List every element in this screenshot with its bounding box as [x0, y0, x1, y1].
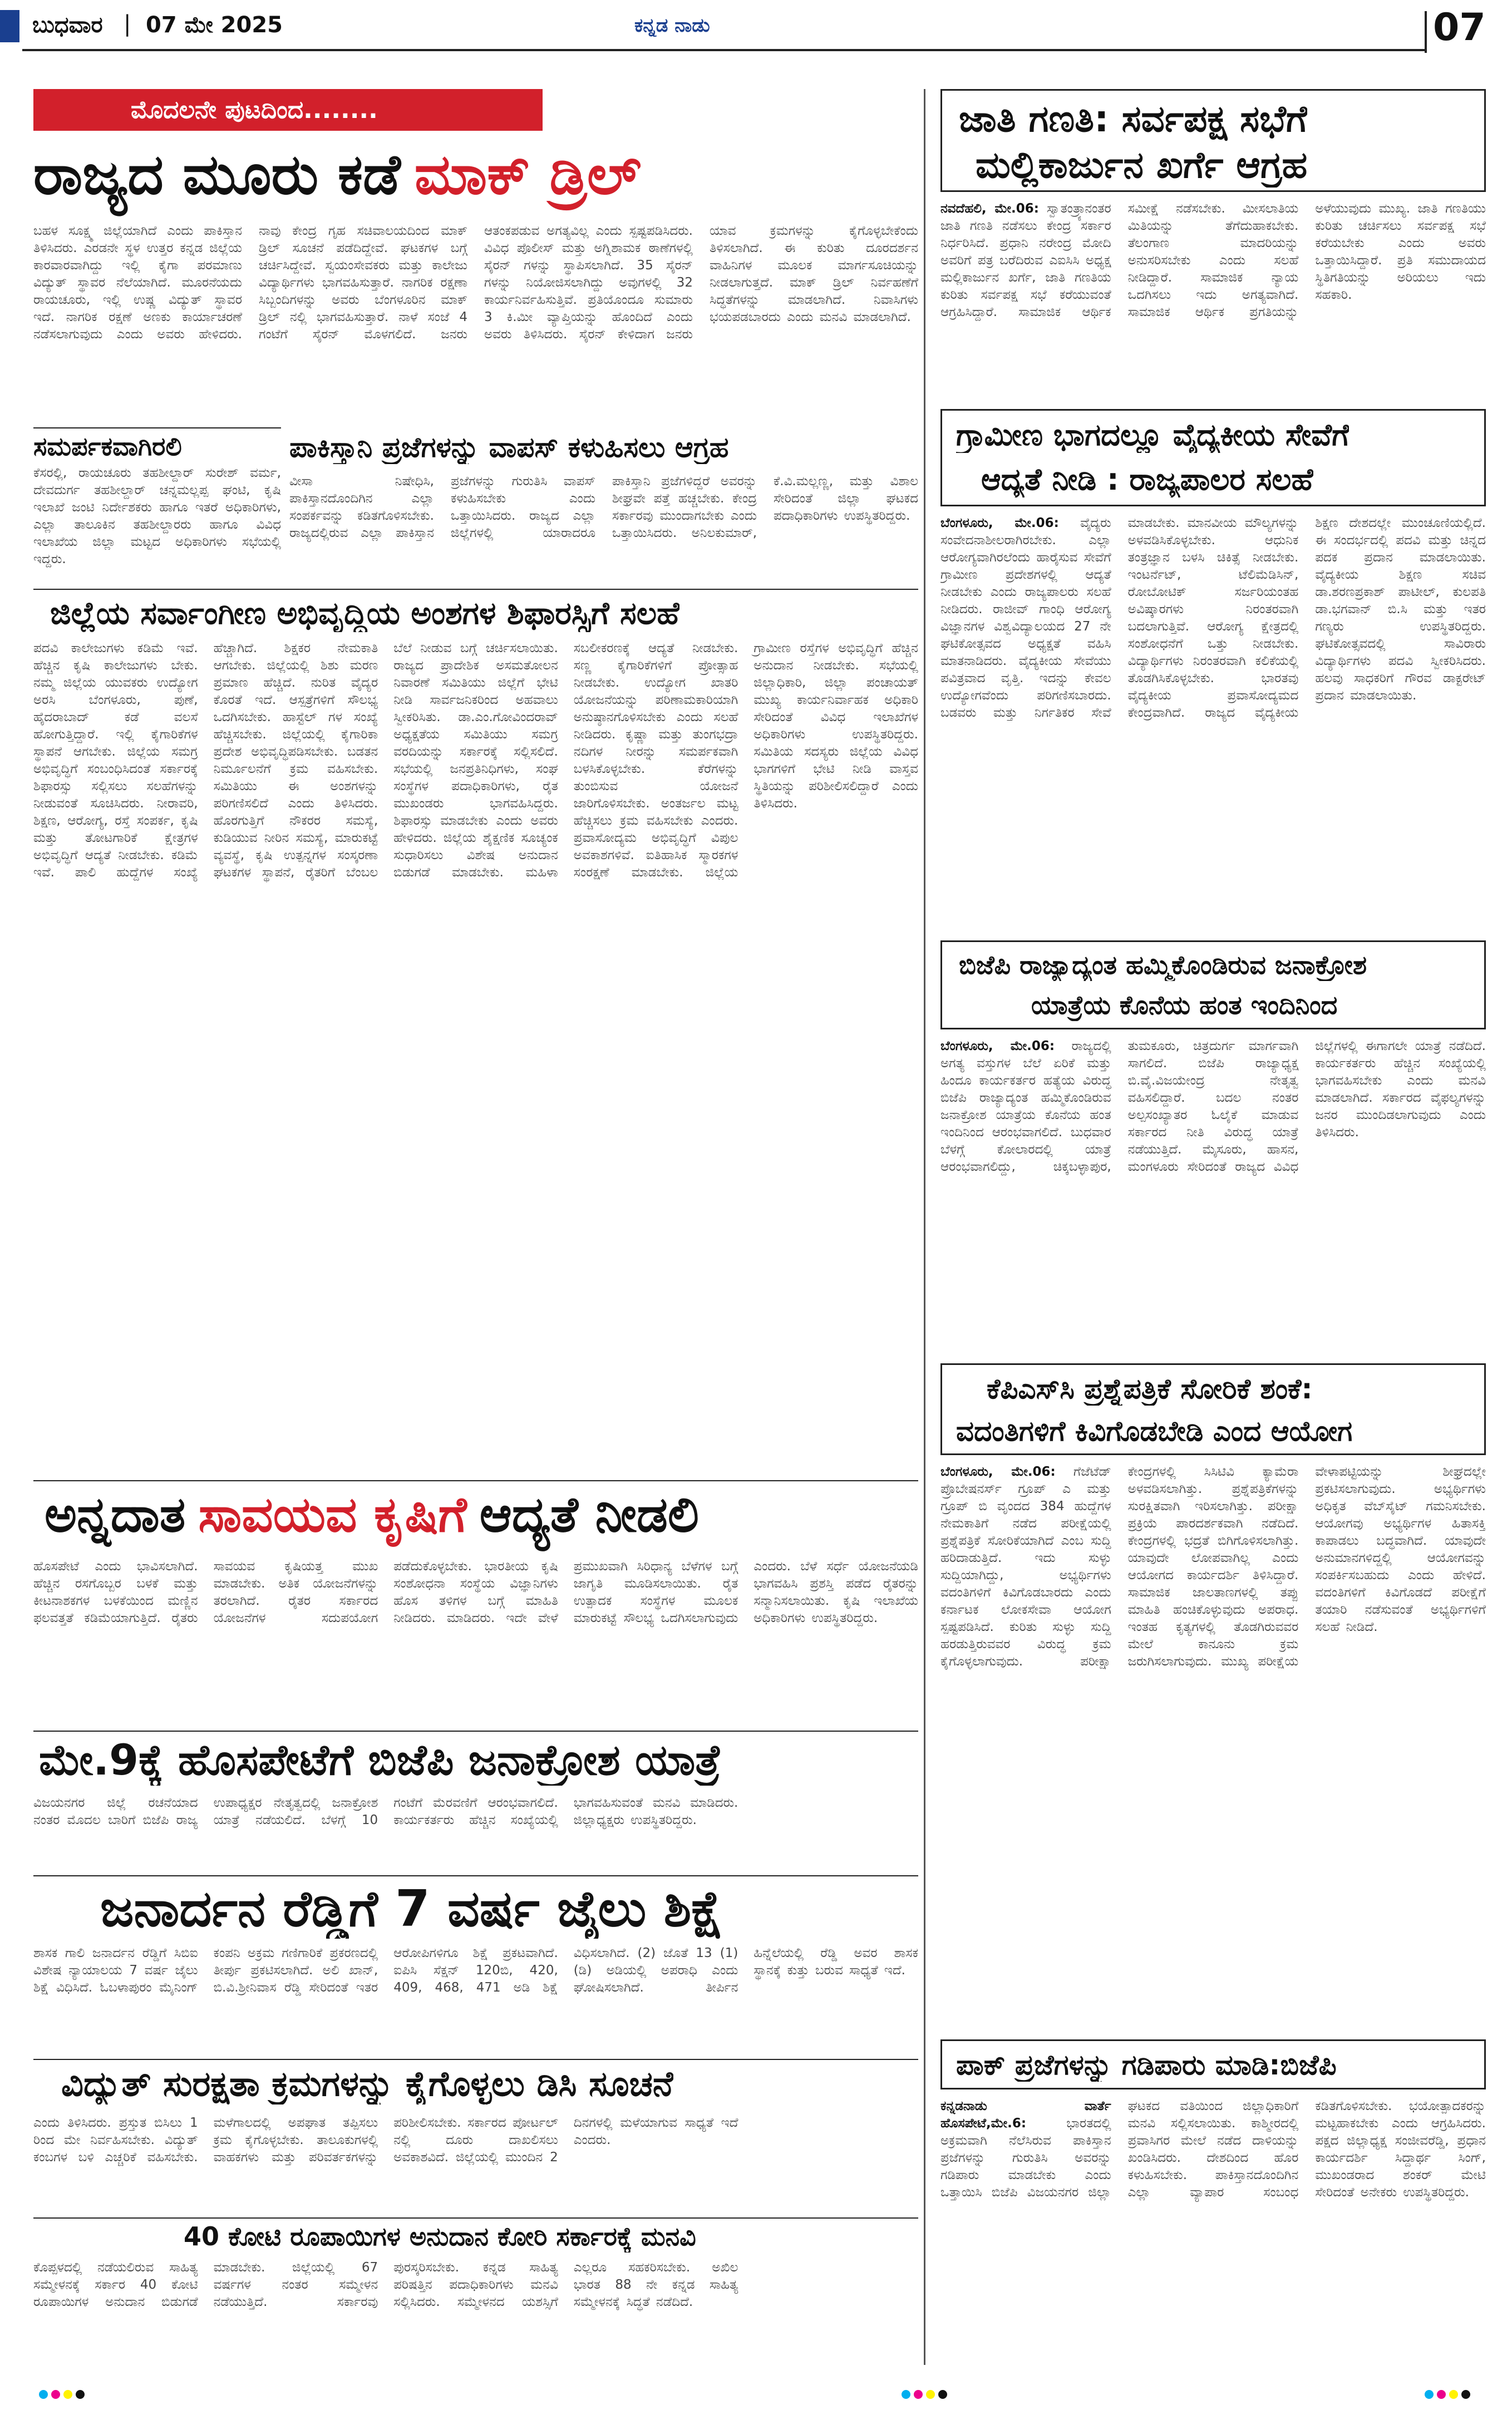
organic-body: ಹೊಸಪೇಟೆ ಎಂದು ಭಾವಿಸಲಾಗಿದೆ. ಹೆಚ್ಚಿನ ರಸಗೊಬ್ಬರ ಬಳಕೆ ಮತ್ತು ಕೀಟನಾಶಕಗಳ ಬಳಕೆಯಿಂದ ಮಣ್ಣಿನ ಫಲವತ್ತತೆ ಕಡಿಮೆಯಾಗುತ್ತಿದೆ. ರೈತರು ಸಾವಯವ ಕೃಷಿಯತ್ತ ಮುಖ ಮಾಡಬೇಕು. ಅತಿಕ ಯೋಜನೆಗಳನ್ನು ತರಲಾಗಿದೆ. ರೈತರ ಸರ್ಕಾರದ ಯೋಜನೆಗಳ ಸದುಪಯೋಗ ಪಡೆದುಕೊಳ್ಳಬೇಕು. ಭಾರತೀಯ ಕೃಷಿ ಸಂಶೋಧನಾ ಸಂಸ್ಥೆಯ ವಿಜ್ಞಾನಿಗಳು ಹೊಸ ತಳಿಗಳ ಬಗ್ಗೆ ಮಾಹಿತಿ ನೀಡಿದರು. ಮಾಡಿದರು. ಇದೇ ವೇಳೆ ಪ್ರಮುಖವಾಗಿ ಸಿರಿಧಾನ್ಯ ಬೆಳೆಗಳ ಬಗ್ಗೆ ಜಾಗೃತಿ ಮೂಡಿಸಲಾಯಿತು. ರೈತ ಉತ್ಪಾದಕ ಸಂಸ್ಥೆಗಳ ಮೂಲಕ ಮಾರುಕಟ್ಟೆ ಸೌಲಭ್ಯ ಒದಗಿಸಲಾಗುವುದು ಎಂದರು. ಬೆಳೆ ಸರ್ಧೆ ಯೋಜನೆಯಡಿ ಭಾಗವಹಿಸಿ ಪ್ರಶಸ್ತಿ ಪಡೆದ ರೈತರನ್ನು ಸನ್ಮಾನಿಸಲಾಯಿತು. ಕೃಷಿ ಇಲಾಖೆಯ ಅಧಿಕಾರಿಗಳು ಉಪಸ್ಥಿತರಿದ್ದರು.	[33, 1559, 918, 1625]
district-dev-body: ಪದವಿ ಕಾಲೇಜುಗಳು ಕಡಿಮೆ ಇವೆ. ಹೆಚ್ಚಿನ ಕೃಷಿ ಕಾಲೇಜುಗಳು ಬೇಕು. ನಮ್ಮ ಜಿಲ್ಲೆಯ ಯುವಕರು ಉದ್ಯೋಗ ಅರಸಿ ಬೆಂಗಳೂರು, ಪುಣೆ, ಹೈದರಾಬಾದ್ ಕಡೆ ವಲಸೆ ಹೋಗುತ್ತಿದ್ದಾರೆ. ಇಲ್ಲಿ ಕೈಗಾರಿಕೆಗಳ ಸ್ಥಾಪನೆ ಆಗಬೇಕು. ಜಿಲ್ಲೆಯ ಸಮಗ್ರ ಅಭಿವೃದ್ಧಿಗೆ ಸಂಬಂಧಿಸಿದಂತೆ ಸರ್ಕಾರಕ್ಕೆ ಶಿಫಾರಸ್ಸು ಸಲ್ಲಿಸಲು ಸಲಹೆಗಳನ್ನು ನೀಡುವಂತೆ ಸೂಚಿಸಿದರು. ನೀರಾವರಿ, ಶಿಕ್ಷಣ, ಆರೋಗ್ಯ, ರಸ್ತೆ ಸಂಪರ್ಕ, ಕೃಷಿ ಮತ್ತು ತೋಟಗಾರಿಕೆ ಕ್ಷೇತ್ರಗಳ ಅಭಿವೃದ್ಧಿಗೆ ಆದ್ಯತೆ ನೀಡಬೇಕು. ಕಡಿಮೆ ಇವೆ. ಪಾಲಿ ಹುದ್ದೆಗಳ ಸಂಖ್ಯೆ ಹೆಚ್ಚಾಗಿದೆ. ಶಿಕ್ಷಕರ ನೇಮಕಾತಿ ಆಗಬೇಕು. ಜಿಲ್ಲೆಯಲ್ಲಿ ಶಿಶು ಮರಣ ಪ್ರಮಾಣ ಹೆಚ್ಚಿದೆ. ನುರಿತ ವೈದ್ಯರ ಕೊರತೆ ಇದೆ. ಆಸ್ಪತ್ರೆಗಳಿಗೆ ಸೌಲಭ್ಯ ಒದಗಿಸಬೇಕು. ಹಾಸ್ಟೆಲ್ ಗಳ ಸಂಖ್ಯೆ ಹೆಚ್ಚಿಸಬೇಕು. ಜಿಲ್ಲೆಯಲ್ಲಿ ಕೈಗಾರಿಕಾ ಪ್ರದೇಶ ಅಭಿವೃದ್ಧಿಪಡಿಸಬೇಕು. ಬಡತನ ನಿರ್ಮೂಲನೆಗೆ ಕ್ರಮ ವಹಿಸಬೇಕು. ಸಮಿತಿಯು ಈ ಅಂಶಗಳನ್ನು ಪರಿಗಣಿಸಲಿದೆ ಎಂದು ತಿಳಿಸಿದರು. ಹೊರಗುತ್ತಿಗೆ ನೌಕರರ ಸಮಸ್ಯೆ, ಕುಡಿಯುವ ನೀರಿನ ಸಮಸ್ಯೆ, ಮಾರುಕಟ್ಟೆ ವ್ಯವಸ್ಥೆ, ಕೃಷಿ ಉತ್ಪನ್ನಗಳ ಸಂಸ್ಕರಣಾ ಘಟಕಗಳ ಸ್ಥಾಪನೆ, ರೈತರಿಗೆ ಬೆಂಬಲ ಬೆಲೆ ನೀಡುವ ಬಗ್ಗೆ ಚರ್ಚಿಸಲಾಯಿತು. ರಾಜ್ಯದ ಪ್ರಾದೇಶಿಕ ಅಸಮತೋಲನ ನಿವಾರಣೆ ಸಮಿತಿಯು ಜಿಲ್ಲೆಗೆ ಭೇಟಿ ನೀಡಿ ಸಾರ್ವಜನಿಕರಿಂದ ಅಹವಾಲು ಸ್ವೀಕರಿಸಿತು. ಡಾ.ಎಂ.ಗೋವಿಂದರಾವ್ ಅಧ್ಯಕ್ಷತೆಯ ಸಮಿತಿಯು ಸಮಗ್ರ ವರದಿಯನ್ನು ಸರ್ಕಾರಕ್ಕೆ ಸಲ್ಲಿಸಲಿದೆ. ಸಭೆಯಲ್ಲಿ ಜನಪ್ರತಿನಿಧಿಗಳು, ಸಂಘ ಸಂಸ್ಥೆಗಳ ಪದಾಧಿಕಾರಿಗಳು, ರೈತ ಮುಖಂಡರು ಭಾಗವಹಿಸಿದ್ದರು. ಶಿಫಾರಸ್ಸು ಮಾಡಬೇಕು ಎಂದು ಅವರು ಹೇಳಿದರು. ಜಿಲ್ಲೆಯ ಶೈಕ್ಷಣಿಕ ಸೂಚ್ಯಂಕ ಸುಧಾರಿಸಲು ವಿಶೇಷ ಅನುದಾನ ಬಿಡುಗಡೆ ಮಾಡಬೇಕು. ಮಹಿಳಾ ಸಬಲೀಕರಣಕ್ಕೆ ಆದ್ಯತೆ ನೀಡಬೇಕು. ಸಣ್ಣ ಕೈಗಾರಿಕೆಗಳಿಗೆ ಪ್ರೋತ್ಸಾಹ ನೀಡಬೇಕು. ಉದ್ಯೋಗ ಖಾತರಿ ಯೋಜನೆಯನ್ನು ಪರಿಣಾಮಕಾರಿಯಾಗಿ ಅನುಷ್ಠಾನಗೊಳಿಸಬೇಕು ಎಂದು ಸಲಹೆ ನೀಡಿದರು. ಕೃಷ್ಣಾ ಮತ್ತು ತುಂಗಭದ್ರಾ ನದಿಗಳ ನೀರನ್ನು ಸಮರ್ಪಕವಾಗಿ ಬಳಸಿಕೊಳ್ಳಬೇಕು. ಕೆರೆಗಳನ್ನು ತುಂಬಿಸುವ ಯೋಜನೆ ಜಾರಿಗೊಳಿಸಬೇಕು. ಅಂತರ್ಜಲ ಮಟ್ಟ ಹೆಚ್ಚಿಸಲು ಕ್ರಮ ವಹಿಸಬೇಕು ಎಂದರು. ಪ್ರವಾಸೋದ್ಯಮ ಅಭಿವೃದ್ಧಿಗೆ ವಿಪುಲ ಅವಕಾಶಗಳಿವೆ. ಐತಿಹಾಸಿಕ ಸ್ಮಾರಕಗಳ ಸಂರಕ್ಷಣೆ ಮಾಡಬೇಕು. ಜಿಲ್ಲೆಯ ಗ್ರಾಮೀಣ ರಸ್ತೆಗಳ ಅಭಿವೃದ್ಧಿಗೆ ಹೆಚ್ಚಿನ ಅನುದಾನ ನೀಡಬೇಕು. ಸಭೆಯಲ್ಲಿ ಜಿಲ್ಲಾಧಿಕಾರಿ, ಜಿಲ್ಲಾ ಪಂಚಾಯತ್ ಮುಖ್ಯ ಕಾರ್ಯನಿರ್ವಾಹಕ ಅಧಿಕಾರಿ ಸೇರಿದಂತೆ ವಿವಿಧ ಇಲಾಖೆಗಳ ಅಧಿಕಾರಿಗಳು ಉಪಸ್ಥಿತರಿದ್ದರು. ಸಮಿತಿಯ ಸದಸ್ಯರು ಜಿಲ್ಲೆಯ ವಿವಿಧ ಭಾಗಗಳಿಗೆ ಭೇಟಿ ನೀಡಿ ವಾಸ್ತವ ಸ್ಥಿತಿಯನ್ನು ಪರಿಶೀಲಿಸಲಿದ್ದಾರೆ ಎಂದು ತಿಳಿಸಿದರು.	[33, 641, 918, 880]
rail-divider	[924, 89, 925, 2365]
bjp-yatra-headline-box	[940, 940, 1486, 1029]
page-number: 07	[1433, 6, 1486, 50]
organic-top-rule	[33, 1480, 918, 1481]
mock-drill-headline	[33, 142, 918, 217]
electric-top-rule	[33, 2059, 918, 2060]
pak-bjp-headline-box	[940, 2039, 1486, 2089]
hosapete-top-rule	[33, 1731, 918, 1732]
organic-headline-red: ಸಾವಯವ ಕೃಷಿಗೆ	[198, 1486, 467, 1543]
grant-headline: 40 ಕೋಟಿ ರೂಪಾಯಿಗಳ ಅನುದಾನ ಕೋರಿ ಸರ್ಕಾರಕ್ಕೆ ಮನವಿ	[184, 2221, 696, 2251]
header-rule	[22, 49, 1425, 51]
kpsc-dateline: ಬೆಂಗಳೂರು, ಮೇ.06:	[940, 1465, 1056, 1479]
samarpaka-body: ಕೆಸರಲ್ಲಿ, ರಾಯಚೂರು ತಹಶೀಲ್ದಾರ್ ಸುರೇಶ್ ವರ್ಮ, ದೇವದುರ್ಗ ತಹಶೀಲ್ದಾರ್ ಚನ್ನಮಲ್ಲಪ್ಪ ಘಂಟಿ, ಕೃಷಿ ಇಲಾಖೆ ಜಂಟಿ ನಿರ್ದೇಶಕರು ಹಾಗೂ ಇತರೆ ಅಧಿಕಾರಿಗಳು, ಎಲ್ಲಾ ತಾಲೂಕಿನ ತಹಶೀಲ್ದಾರರು ಹಾಗೂ ವಿವಿಧ ಇಲಾಖೆಯ ಜಿಲ್ಲಾ ಮಟ್ಟದ ಅಧಿಕಾರಿಗಳು ಸಭೆಯಲ್ಲಿ ಇದ್ದರು.	[33, 466, 281, 566]
header-separator: |	[124, 11, 131, 37]
electric-body: ಎಂದು ತಿಳಿಸಿದರು. ಪ್ರಸ್ತುತ ಬಿಸಿಲು 1 ರಿಂದ ಮೇ ನಿರ್ವಹಿಸಬೇಕು. ವಿದ್ಯುತ್ ಕಂಬಗಳ ಬಳಿ ಎಚ್ಚರಿಕೆ ವಹಿಸಬೇಕು. ಮಳೆಗಾಲದಲ್ಲಿ ಅಪಘಾತ ತಪ್ಪಿಸಲು ಕ್ರಮ ಕೈಗೊಳ್ಳಬೇಕು. ತಾಲೂಕುಗಳಲ್ಲಿ ವಾಹಕಗಳು ಮತ್ತು ಪರಿವರ್ತಕಗಳನ್ನು ಪರಿಶೀಲಿಸಬೇಕು. ಸರ್ಕಾರದ ಪೋರ್ಟಲ್ ನಲ್ಲಿ ದೂರು ದಾಖಲಿಸಲು ಅವಕಾಶವಿದೆ. ಜಿಲ್ಲೆಯಲ್ಲಿ ಮುಂದಿನ 2 ದಿನಗಳಲ್ಲಿ ಮಳೆಯಾಗುವ ಸಾಧ್ಯತೆ ಇದೆ ಎಂದರು.	[33, 2116, 738, 2165]
electric-headline: ವಿದ್ಯುತ್ ಸುರಕ್ಷತಾ ಕ್ರಮಗಳನ್ನು ಕೈಗೊಳ್ಳಲು ಡಿಸಿ ಸೂಚನೆ	[61, 2063, 673, 2104]
page-header	[0, 0, 1512, 53]
caste-dateline: ನವದೆಹಲಿ, ಮೇ.06:	[940, 201, 1039, 216]
caste-headline-line1: ಜಾತಿ ಗಣತಿ: ಸರ್ವಪಕ್ಷ ಸಭೆಗೆ	[959, 97, 1308, 140]
samarpaka-heading: ಸಮರ್ಪಕವಾಗಿರಲಿ	[33, 431, 182, 461]
janardhana-headline: ಜನಾರ್ದನ ರೆಡ್ಡಿಗೆ 7 ವರ್ಷ ಜೈಲು ಶಿಕ್ಷೆ	[100, 1880, 724, 1938]
district-dev-headline: ಜಿಲ್ಲೆಯ ಸರ್ವಾಂಗೀಣ ಅಭಿವೃದ್ಧಿಯ ಅಂಶಗಳ ಶಿಫಾರಸ್ಸಿಗೆ ಸಲಹೆ	[50, 595, 680, 632]
mock-drill-headline-red: ಮಾಕ್ ಡ್ರಿಲ್	[414, 142, 642, 207]
kpsc-headline-line1: ಕೆಪಿಎಸ್‌ಸಿ ಪ್ರಶ್ನೆಪತ್ರಿಕೆ ಸೋರಿಕೆ ಶಂಕೆ:	[987, 1373, 1313, 1405]
pak-return-headline: ಪಾಕಿಸ್ತಾನಿ ಪ್ರಜೆಗಳನ್ನು ವಾಪಸ್ ಕಳುಹಿಸಲು ಆಗ್ರಹ	[289, 431, 729, 464]
bjp-yatra-body: ಬೆಂಗಳೂರು, ಮೇ.06: ರಾಜ್ಯದಲ್ಲಿ ಅಗತ್ಯ ವಸ್ತುಗಳ ಬೆಲೆ ಏರಿಕೆ ಮತ್ತು ಹಿಂದೂ ಕಾರ್ಯಕರ್ತರ ಹತ್ಯೆಯ ವಿರುದ್ಧ ಬಿಜೆಪಿ ರಾಜ್ಯಾದ್ಯಂತ ಹಮ್ಮಿಕೊಂಡಿರುವ ಜನಾಕ್ರೋಶ ಯಾತ್ರೆಯ ಕೊನೆಯ ಹಂತ ಇಂದಿನಿಂದ ಆರಂಭವಾಗಲಿದೆ. ಬುಧವಾರ ಬೆಳಗ್ಗೆ ಕೋಲಾರದಲ್ಲಿ ಯಾತ್ರೆ ಆರಂಭವಾಗಲಿದ್ದು, ಚಿಕ್ಕಬಳ್ಳಾಪುರ, ತುಮಕೂರು, ಚಿತ್ರದುರ್ಗ ಮಾರ್ಗವಾಗಿ ಸಾಗಲಿದೆ. ಬಿಜೆಪಿ ರಾಜ್ಯಾಧ್ಯಕ್ಷ ಬಿ.ವೈ.ವಿಜಯೇಂದ್ರ ನೇತೃತ್ವ ವಹಿಸಲಿದ್ದಾರೆ. ಬದಲ ನಂತರ ಅಲ್ಪಸಂಖ್ಯಾತರ ಓಲೈಕೆ ಮಾಡುವ ಸರ್ಕಾರದ ನೀತಿ ವಿರುದ್ಧ ಯಾತ್ರೆ ನಡೆಯುತ್ತಿದೆ. ಮೈಸೂರು, ಹಾಸನ, ಮಂಗಳೂರು ಸೇರಿದಂತೆ ರಾಜ್ಯದ ವಿವಿಧ ಜಿಲ್ಲೆಗಳಲ್ಲಿ ಈಗಾಗಲೇ ಯಾತ್ರೆ ನಡೆದಿದೆ. ಕಾರ್ಯಕರ್ತರು ಹೆಚ್ಚಿನ ಸಂಖ್ಯೆಯಲ್ಲಿ ಭಾಗವಹಿಸಬೇಕು ಎಂದು ಮನವಿ ಮಾಡಲಾಗಿದೆ. ಸರ್ಕಾರದ ವೈಫಲ್ಯಗಳನ್ನು ಜನರ ಮುಂದಿಡಲಾಗುವುದು ಎಂದು ತಿಳಿಸಿದರು.	[940, 1039, 1486, 1174]
samarpaka-top-rule	[33, 427, 281, 428]
district-top-rule	[33, 589, 918, 590]
rural-headline-box	[940, 409, 1486, 506]
page-number-rule	[1425, 11, 1427, 53]
organic-headline-black-2: ಆದ್ಯತೆ ನೀಡಲಿ	[479, 1486, 699, 1543]
pak-bjp-headline: ಪಾಕ್ ಪ್ರಜೆಗಳನ್ನು ಗಡಿಪಾರು ಮಾಡಿ:ಬಿಜೆಪಿ	[956, 2049, 1337, 2081]
bjp-yatra-dateline: ಬೆಂಗಳೂರು, ಮೇ.06:	[940, 1039, 1055, 1053]
hosapete-headline: ಮೇ.9ಕ್ಕೆ ಹೊಸಪೇಟೆಗೆ ಬಿಜೆಪಿ ಜನಾಕ್ರೋಶ ಯಾತ್ರೆ	[39, 1735, 721, 1785]
rural-headline-line2: ಆದ್ಯತೆ ನೀಡಿ : ರಾಜ್ಯಪಾಲರ ಸಲಹೆ	[981, 462, 1313, 497]
rural-dateline: ಬೆಂಗಳೂರು, ಮೇ.06:	[940, 516, 1059, 530]
bjp-yatra-headline-line2: ಯಾತ್ರೆಯ ಕೊನೆಯ ಹಂತ ಇಂದಿನಿಂದ	[1031, 990, 1338, 1020]
hosapete-body: ವಿಜಯನಗರ ಜಿಲ್ಲೆ ರಚನೆಯಾದ ನಂತರ ಮೊದಲ ಬಾರಿಗೆ ಬಿಜೆಪಿ ರಾಜ್ಯ ಉಪಾಧ್ಯಕ್ಷರ ನೇತೃತ್ವದಲ್ಲಿ ಜನಾಕ್ರೋಶ ಯಾತ್ರೆ ನಡೆಯಲಿದೆ. ಬೆಳಗ್ಗೆ 10 ಗಂಟೆಗೆ ಮೆರವಣಿಗೆ ಆರಂಭವಾಗಲಿದೆ. ಕಾರ್ಯಕರ್ತರು ಹೆಚ್ಚಿನ ಸಂಖ್ಯೆಯಲ್ಲಿ ಭಾಗವಹಿಸುವಂತೆ ಮನವಿ ಮಾಡಿದರು. ಜಿಲ್ಲಾಧ್ಯಕ್ಷರು ಉಪಸ್ಥಿತರಿದ್ದರು.	[33, 1796, 738, 1827]
caste-body: ನವದೆಹಲಿ, ಮೇ.06: ಸ್ವಾತಂತ್ರ್ಯಾನಂತರ ಜಾತಿ ಗಣತಿ ನಡೆಸಲು ಕೇಂದ್ರ ಸರ್ಕಾರ ನಿರ್ಧರಿಸಿದೆ. ಪ್ರಧಾನಿ ನರೇಂದ್ರ ಮೋದಿ ಅವರಿಗೆ ಪತ್ರ ಬರೆದಿರುವ ಎಐಸಿಸಿ ಅಧ್ಯಕ್ಷ ಮಲ್ಲಿಕಾರ್ಜುನ ಖರ್ಗೆ, ಜಾತಿ ಗಣತಿಯ ಕುರಿತು ಸರ್ವಪಕ್ಷ ಸಭೆ ಕರೆಯುವಂತೆ ಆಗ್ರಹಿಸಿದ್ದಾರೆ. ಸಾಮಾಜಿಕ ಆರ್ಥಿಕ ಸಮೀಕ್ಷೆ ನಡೆಸಬೇಕು. ಮೀಸಲಾತಿಯ ಮಿತಿಯನ್ನು ತೆಗೆದುಹಾಕಬೇಕು. ತೆಲಂಗಾಣ ಮಾದರಿಯನ್ನು ಅನುಸರಿಸಬೇಕು ಎಂದು ಸಲಹೆ ನೀಡಿದ್ದಾರೆ. ಸಾಮಾಜಿಕ ನ್ಯಾಯ ಒದಗಿಸಲು ಇದು ಅಗತ್ಯವಾಗಿದೆ. ಸಾಮಾಜಿಕ ಆರ್ಥಿಕ ಪ್ರಗತಿಯನ್ನು ಅಳೆಯುವುದು ಮುಖ್ಯ. ಜಾತಿ ಗಣತಿಯು ಕುರಿತು ಚರ್ಚಿಸಲು ಸರ್ವಪಕ್ಷ ಸಭೆ ಕರೆಯಬೇಕು ಎಂದು ಅವರು ಒತ್ತಾಯಿಸಿದ್ದಾರೆ. ಪ್ರತಿ ಸಮುದಾಯದ ಸ್ಥಿತಿಗತಿಯನ್ನು ಅರಿಯಲು ಇದು ಸಹಕಾರಿ.	[940, 201, 1486, 319]
header-day: ಬುಧವಾರ	[32, 12, 103, 38]
caste-headline-line2: ಮಲ್ಲಿಕಾರ್ಜುನ ಖರ್ಗೆ ಆಗ್ರಹ	[976, 144, 1308, 186]
grant-top-rule	[33, 2217, 918, 2219]
rural-headline-line1: ಗ್ರಾಮೀಣ ಭಾಗದಲ್ಲೂ ವೈದ್ಯಕೀಯ ಸೇವೆಗೆ	[956, 417, 1350, 452]
pak-return-body: ವೀಸಾ ನಿಷೇಧಿಸಿ, ಪಾಕಿಸ್ತಾನದೊಂದಿಗಿನ ಎಲ್ಲಾ ಸಂಪರ್ಕವನ್ನು ಕಡಿತಗೊಳಿಸಬೇಕು. ರಾಜ್ಯದಲ್ಲಿರುವ ಎಲ್ಲಾ ಪಾಕಿಸ್ತಾನ ಪ್ರಜೆಗಳನ್ನು ಗುರುತಿಸಿ ವಾಪಸ್ ಕಳುಹಿಸಬೇಕು ಎಂದು ಒತ್ತಾಯಿಸಿದರು. ರಾಜ್ಯದ ಎಲ್ಲಾ ಜಿಲ್ಲೆಗಳಲ್ಲಿ ಯಾರಾದರೂ ಪಾಕಿಸ್ತಾನಿ ಪ್ರಜೆಗಳಿದ್ದರೆ ಅವರನ್ನು ಶೀಘ್ರವೇ ಪತ್ತೆ ಹಚ್ಚಬೇಕು. ಕೇಂದ್ರ ಸರ್ಕಾರವು ಮುಂದಾಗಬೇಕು ಎಂದು ಒತ್ತಾಯಿಸಿದರು. ಅನಿಲಕುಮಾರ್, ಕೆ.ವಿ.ಮಲ್ಲಣ್ಣ, ಮತ್ತು ವಿಶಾಲ ಸೇರಿದಂತೆ ಜಿಲ್ಲಾ ಘಟಕದ ಪದಾಧಿಕಾರಿಗಳು ಉಪಸ್ಥಿತರಿದ್ದರು.	[289, 474, 918, 540]
organic-headline	[45, 1486, 913, 1553]
organic-headline-black-1: ಅನ್ನದಾತ	[45, 1486, 186, 1543]
mock-drill-body: ಬಹಳ ಸೂಕ್ಷ್ಮ ಜಿಲ್ಲೆಯಾಗಿದೆ ಎಂದು ಪಾಕಿಸ್ತಾನ ತಿಳಿಸಿದರು. ಎರಡನೇ ಸ್ಥಳ ಉತ್ತರ ಕನ್ನಡ ಜಿಲ್ಲೆಯ ಕಾರವಾರವಾಗಿದ್ದು ಇಲ್ಲಿ ಕೈಗಾ ಪರಮಾಣು ವಿದ್ಯುತ್ ಸ್ಥಾವರ ನೆಲೆಯಾಗಿದೆ. ಮೂರನೆಯದು ರಾಯಚೂರು, ಇಲ್ಲಿ ಉಷ್ಣ ವಿದ್ಯುತ್ ಸ್ಥಾವರ ಇದೆ. ನಾಗರಿಕ ರಕ್ಷಣೆ ಅಣಕು ಕಾರ್ಯಾಚರಣೆ ನಡೆಸಲಾಗುವುದು ಎಂದು ಅವರು ಹೇಳಿದರು. ನಾವು ಕೇಂದ್ರ ಗೃಹ ಸಚಿವಾಲಯದಿಂದ ಮಾಕ್ ಡ್ರಿಲ್ ಸೂಚನೆ ಪಡೆದಿದ್ದೇವೆ. ಘಟಕಗಳ ಬಗ್ಗೆ ಚರ್ಚಿಸಿದ್ದೇವೆ. ಸ್ವಯಂಸೇವಕರು ಮತ್ತು ಕಾಲೇಜು ವಿದ್ಯಾರ್ಥಿಗಳು ಭಾಗವಹಿಸುತ್ತಾರೆ. ನಾಗರಿಕ ರಕ್ಷಣಾ ಸಿಬ್ಬಂದಿಗಳನ್ನು ಅವರು ಬೆಂಗಳೂರಿನ ಮಾಕ್ ಡ್ರಿಲ್ ನಲ್ಲಿ ಭಾಗವಹಿಸುತ್ತಾರೆ. ನಾಳೆ ಸಂಜೆ 4 ಗಂಟೆಗೆ ಸೈರನ್ ಮೊಳಗಲಿದೆ. ಜನರು ಆತಂಕಪಡುವ ಅಗತ್ಯವಿಲ್ಲ ಎಂದು ಸ್ಪಷ್ಟಪಡಿಸಿದರು. ವಿವಿಧ ಪೊಲೀಸ್ ಮತ್ತು ಅಗ್ನಿಶಾಮಕ ಠಾಣೆಗಳಲ್ಲಿ ಸೈರನ್ ಗಳನ್ನು ಸ್ಥಾಪಿಸಲಾಗಿದೆ. 35 ಸೈರನ್ ಗಳನ್ನು ನಿಯೋಜಿಸಲಾಗಿದ್ದು ಅವುಗಳಲ್ಲಿ 32 ಕಾರ್ಯನಿರ್ವಹಿಸುತ್ತಿವೆ. ಪ್ರತಿಯೊಂದೂ ಸುಮಾರು 3 ಕಿ.ಮೀ ವ್ಯಾಪ್ತಿಯನ್ನು ಹೊಂದಿದೆ ಎಂದು ಅವರು ತಿಳಿಸಿದರು. ಸೈರನ್ ಕೇಳಿದಾಗ ಜನರು ಯಾವ ಕ್ರಮಗಳನ್ನು ಕೈಗೊಳ್ಳಬೇಕೆಂದು ತಿಳಿಸಲಾಗಿದೆ. ಈ ಕುರಿತು ದೂರದರ್ಶನ ವಾಹಿನಿಗಳ ಮೂಲಕ ಮಾರ್ಗಸೂಚಿಯನ್ನು ನೀಡಲಾಗುತ್ತದೆ. ಮಾಕ್ ಡ್ರಿಲ್ ನಿರ್ವಹಣೆಗೆ ಸಿದ್ಧತೆಗಳನ್ನು ಮಾಡಲಾಗಿದೆ. ನಿವಾಸಿಗಳು ಭಯಪಡಬಾರದು ಎಂದು ಮನವಿ ಮಾಡಲಾಗಿದೆ.	[33, 224, 918, 342]
pak-bjp-source: ಕನ್ನಡನಾಡು ವಾರ್ತೆ	[940, 2099, 1111, 2113]
header-date: 07 ಮೇ 2025	[146, 12, 283, 38]
pak-bjp-body: ಕನ್ನಡನಾಡು ವಾರ್ತೆ ಹೊಸಪೇಟೆ,ಮೇ.6: ಭಾರತದಲ್ಲಿ ಅಕ್ರಮವಾಗಿ ನೆಲೆಸಿರುವ ಪಾಕಿಸ್ತಾನ ಪ್ರಜೆಗಳನ್ನು ಗುರುತಿಸಿ ಅವರನ್ನು ಗಡಿಪಾರು ಮಾಡಬೇಕು ಎಂದು ಒತ್ತಾಯಿಸಿ ಬಿಜೆಪಿ ವಿಜಯನಗರ ಜಿಲ್ಲಾ ಘಟಕದ ವತಿಯಿಂದ ಜಿಲ್ಲಾಧಿಕಾರಿಗೆ ಮನವಿ ಸಲ್ಲಿಸಲಾಯಿತು. ಕಾಶ್ಮೀರದಲ್ಲಿ ಪ್ರವಾಸಿಗರ ಮೇಲೆ ನಡೆದ ದಾಳಿಯನ್ನು ಖಂಡಿಸಿದರು. ದೇಶದಿಂದ ಹೊರ ಕಳುಹಿಸಬೇಕು. ಪಾಕಿಸ್ತಾನದೊಂದಿಗಿನ ಎಲ್ಲಾ ವ್ಯಾಪಾರ ಸಂಬಂಧ ಕಡಿತಗೊಳಿಸಬೇಕು. ಭಯೋತ್ಪಾದಕರನ್ನು ಮಟ್ಟಹಾಕಬೇಕು ಎಂದು ಆಗ್ರಹಿಸಿದರು. ಪಕ್ಷದ ಜಿಲ್ಲಾಧ್ಯಕ್ಷ ಸಂಜೀವರೆಡ್ಡಿ, ಪ್ರಧಾನ ಕಾರ್ಯದರ್ಶಿ ಸಿದ್ದಾರ್ಥ ಸಿಂಗ್, ಮುಖಂಡರಾದ ಶಂಕರ್ ಮೇಟಿ ಸೇರಿದಂತೆ ಅನೇಕರು ಉಪಸ್ಥಿತರಿದ್ದರು.	[940, 2099, 1486, 2200]
header-left-bar	[0, 10, 19, 42]
caste-headline-box	[940, 89, 1486, 192]
front-ref-label: ಮೊದಲನೇ ಪುಟದಿಂದ........	[131, 96, 378, 124]
kpsc-body: ಬೆಂಗಳೂರು, ಮೇ.06: ಗೆಜೆಟೆಡ್ ಪ್ರೊಬೇಷನರ್ಸ್ ಗ್ರೂಪ್ ಎ ಮತ್ತು ಗ್ರೂಪ್ ಬಿ ವೃಂದದ 384 ಹುದ್ದೆಗಳ ನೇಮಕಾತಿಗೆ ನಡೆದ ಪರೀಕ್ಷೆಯಲ್ಲಿ ಪ್ರಶ್ನೆಪತ್ರಿಕೆ ಸೋರಿಕೆಯಾಗಿದೆ ಎಂಬ ಸುದ್ದಿ ಹರಿದಾಡುತ್ತಿದೆ. ಇದು ಸುಳ್ಳು ಸುದ್ದಿಯಾಗಿದ್ದು, ಅಭ್ಯರ್ಥಿಗಳು ವದಂತಿಗಳಿಗೆ ಕಿವಿಗೊಡಬಾರದು ಎಂದು ಕರ್ನಾಟಕ ಲೋಕಸೇವಾ ಆಯೋಗ ಸ್ಪಷ್ಟಪಡಿಸಿದೆ. ಕುರಿತು ಸುಳ್ಳು ಸುದ್ದಿ ಹರಡುತ್ತಿರುವವರ ವಿರುದ್ಧ ಕ್ರಮ ಕೈಗೊಳ್ಳಲಾಗುವುದು. ಪರೀಕ್ಷಾ ಕೇಂದ್ರಗಳಲ್ಲಿ ಸಿಸಿಟಿವಿ ಕ್ಯಾಮೆರಾ ಅಳವಡಿಸಲಾಗಿತ್ತು. ಪ್ರಶ್ನೆಪತ್ರಿಕೆಗಳನ್ನು ಸುರಕ್ಷಿತವಾಗಿ ಇರಿಸಲಾಗಿತ್ತು. ಪರೀಕ್ಷಾ ಪ್ರಕ್ರಿಯೆ ಪಾರದರ್ಶಕವಾಗಿ ನಡೆದಿದೆ. ಕೇಂದ್ರಗಳಲ್ಲಿ ಭದ್ರತೆ ಬಿಗಿಗೊಳಿಸಲಾಗಿತ್ತು. ಯಾವುದೇ ಲೋಪವಾಗಿಲ್ಲ ಎಂದು ಆಯೋಗದ ಕಾರ್ಯದರ್ಶಿ ತಿಳಿಸಿದ್ದಾರೆ. ಸಾಮಾಜಿಕ ಜಾಲತಾಣಗಳಲ್ಲಿ ತಪ್ಪು ಮಾಹಿತಿ ಹಂಚಿಕೊಳ್ಳುವುದು ಅಪರಾಧ. ಇಂತಹ ಕೃತ್ಯಗಳಲ್ಲಿ ತೊಡಗಿರುವವರ ಮೇಲೆ ಕಾನೂನು ಕ್ರಮ ಜರುಗಿಸಲಾಗುವುದು. ಮುಖ್ಯ ಪರೀಕ್ಷೆಯ ವೇಳಾಪಟ್ಟಿಯನ್ನು ಶೀಘ್ರದಲ್ಲೇ ಪ್ರಕಟಿಸಲಾಗುವುದು. ಅಭ್ಯರ್ಥಿಗಳು ಅಧಿಕೃತ ವೆಬ್‌ಸೈಟ್ ಗಮನಿಸಬೇಕು. ಆಯೋಗವು ಅಭ್ಯರ್ಥಿಗಳ ಹಿತಾಸಕ್ತಿ ಕಾಪಾಡಲು ಬದ್ಧವಾಗಿದೆ. ಯಾವುದೇ ಅನುಮಾನಗಳಿದ್ದಲ್ಲಿ ಆಯೋಗವನ್ನು ಸಂಪರ್ಕಿಸಬಹುದು ಎಂದು ಹೇಳಿದೆ. ವದಂತಿಗಳಿಗೆ ಕಿವಿಗೊಡದೆ ಪರೀಕ್ಷೆಗೆ ತಯಾರಿ ನಡೆಸುವಂತೆ ಅಭ್ಯರ್ಥಿಗಳಿಗೆ ಸಲಹೆ ನೀಡಿದೆ.	[940, 1465, 1486, 1669]
janardhana-body: ಶಾಸಕ ಗಾಲಿ ಜನಾರ್ದನ ರೆಡ್ಡಿಗೆ ಸಿಬಿಐ ವಿಶೇಷ ನ್ಯಾಯಾಲಯ 7 ವರ್ಷ ಜೈಲು ಶಿಕ್ಷೆ ವಿಧಿಸಿದೆ. ಓಬಳಾಪುರಂ ಮೈನಿಂಗ್ ಕಂಪನಿ ಅಕ್ರಮ ಗಣಿಗಾರಿಕೆ ಪ್ರಕರಣದಲ್ಲಿ ತೀರ್ಪು ಪ್ರಕಟಿಸಲಾಗಿದೆ. ಅಲಿ ಖಾನ್, ಬಿ.ವಿ.ಶ್ರೀನಿವಾಸ ರೆಡ್ಡಿ ಸೇರಿದಂತೆ ಇತರ ಆರೋಪಿಗಳಿಗೂ ಶಿಕ್ಷೆ ಪ್ರಕಟವಾಗಿದೆ. ಐಪಿಸಿ ಸೆಕ್ಷನ್ 120ಬಿ, 420, 409, 468, 471 ಅಡಿ ಶಿಕ್ಷೆ ವಿಧಿಸಲಾಗಿದೆ. (2) ಜೊತೆ 13 (1)(ಡಿ) ಅಡಿಯಲ್ಲಿ ಅಪರಾಧಿ ಎಂದು ಘೋಷಿಸಲಾಗಿದೆ. ತೀರ್ಪಿನ ಹಿನ್ನೆಲೆಯಲ್ಲಿ ರೆಡ್ಡಿ ಅವರ ಶಾಸಕ ಸ್ಥಾನಕ್ಕೆ ಕುತ್ತು ಬರುವ ಸಾಧ್ಯತೆ ಇದೆ.	[33, 1946, 918, 1995]
kpsc-headline-box	[940, 1363, 1486, 1455]
masthead-logo: ಕನ್ನಡ ನಾಡು	[634, 14, 710, 37]
registration-marks-right	[1425, 2390, 1470, 2402]
pak-bjp-dateline: ಹೊಸಪೇಟೆ,ಮೇ.6:	[940, 2116, 1027, 2131]
mock-drill-headline-black: ರಾಜ್ಯದ ಮೂರು ಕಡೆ	[33, 142, 401, 207]
bjp-yatra-headline-line1: ಬಿಜೆಪಿ ರಾಜ್ಯಾದ್ಯಂತ ಹಮ್ಮಿಕೊಂಡಿರುವ ಜನಾಕ್ರೋಶ	[959, 950, 1367, 980]
registration-marks-center	[902, 2390, 947, 2402]
rural-body: ಬೆಂಗಳೂರು, ಮೇ.06: ವೈದ್ಯರು ಸಂವೇದನಾಶೀಲರಾಗಿರಬೇಕು. ಎಲ್ಲಾ ಆರೋಗ್ಯವಾಗಿರಲೆಂದು ಹಾರೈಸುವ ಸೇವೆಗೆ ಗ್ರಾಮೀಣ ಪ್ರದೇಶಗಳಲ್ಲಿ ಆದ್ಯತೆ ನೀಡಬೇಕು ಎಂದು ರಾಜ್ಯಪಾಲರು ಸಲಹೆ ನೀಡಿದರು. ರಾಜೀವ್ ಗಾಂಧಿ ಆರೋಗ್ಯ ವಿಜ್ಞಾನಗಳ ವಿಶ್ವವಿದ್ಯಾಲಯದ 27 ನೇ ಘಟಿಕೋತ್ಸವದ ಅಧ್ಯಕ್ಷತೆ ವಹಿಸಿ ಮಾತನಾಡಿದರು. ವೈದ್ಯಕೀಯ ಸೇವೆಯು ಪವಿತ್ರವಾದ ವೃತ್ತಿ. ಇದನ್ನು ಕೇವಲ ಉದ್ಯೋಗವೆಂದು ಪರಿಗಣಿಸಬಾರದು. ಬಡವರು ಮತ್ತು ನಿರ್ಗತಿಕರ ಸೇವೆ ಮಾಡಬೇಕು. ಮಾನವೀಯ ಮೌಲ್ಯಗಳನ್ನು ಅಳವಡಿಸಿಕೊಳ್ಳಬೇಕು. ಆಧುನಿಕ ತಂತ್ರಜ್ಞಾನ ಬಳಸಿ ಚಿಕಿತ್ಸೆ ನೀಡಬೇಕು. ಇಂಟರ್ನೆಟ್, ಟೆಲಿಮೆಡಿಸಿನ್, ರೋಬೋಟಿಕ್ ಸರ್ಜರಿಯಂತಹ ಅವಿಷ್ಕಾರಗಳು ನಿರಂತರವಾಗಿ ಬದಲಾಗುತ್ತಿವೆ. ಆರೋಗ್ಯ ಕ್ಷೇತ್ರದಲ್ಲಿ ಸಂಶೋಧನೆಗೆ ಒತ್ತು ನೀಡಬೇಕು. ವಿದ್ಯಾರ್ಥಿಗಳು ನಿರಂತರವಾಗಿ ಕಲಿಕೆಯಲ್ಲಿ ತೊಡಗಿಸಿಕೊಳ್ಳಬೇಕು. ಭಾರತವು ವೈದ್ಯಕೀಯ ಪ್ರವಾಸೋದ್ಯಮದ ಕೇಂದ್ರವಾಗಿದೆ. ರಾಜ್ಯದ ವೈದ್ಯಕೀಯ ಶಿಕ್ಷಣ ದೇಶದಲ್ಲೇ ಮುಂಚೂಣಿಯಲ್ಲಿದೆ. ಈ ಸಂದರ್ಭದಲ್ಲಿ ಪದವಿ ಮತ್ತು ಚಿನ್ನದ ಪದಕ ಪ್ರದಾನ ಮಾಡಲಾಯಿತು. ವೈದ್ಯಕೀಯ ಶಿಕ್ಷಣ ಸಚಿವ ಡಾ.ಶರಣಪ್ರಕಾಶ್ ಪಾಟೀಲ್, ಕುಲಪತಿ ಡಾ.ಭಗವಾನ್ ಬಿ.ಸಿ ಮತ್ತು ಇತರ ಗಣ್ಯರು ಉಪಸ್ಥಿತರಿದ್ದರು. ಘಟಿಕೋತ್ಸವದಲ್ಲಿ ಸಾವಿರಾರು ವಿದ್ಯಾರ್ಥಿಗಳು ಪದವಿ ಸ್ವೀಕರಿಸಿದರು. ಹಲವು ಸಾಧಕರಿಗೆ ಗೌರವ ಡಾಕ್ಟರೇಟ್ ಪ್ರದಾನ ಮಾಡಲಾಯಿತು.	[940, 516, 1486, 720]
registration-marks-left	[39, 2390, 85, 2402]
kpsc-headline-line2: ವದಂತಿಗಳಿಗೆ ಕಿವಿಗೊಡಬೇಡಿ ಎಂದ ಆಯೋಗ	[956, 1415, 1353, 1447]
janardhana-top-rule	[33, 1875, 918, 1876]
front-ref-banner	[33, 89, 543, 131]
grant-body: ಕೊಪ್ಪಳದಲ್ಲಿ ನಡೆಯಲಿರುವ ಸಾಹಿತ್ಯ ಸಮ್ಮೇಳನಕ್ಕೆ ಸರ್ಕಾರ 40 ಕೋಟಿ ರೂಪಾಯಿಗಳ ಅನುದಾನ ಬಿಡುಗಡೆ ಮಾಡಬೇಕು. ಜಿಲ್ಲೆಯಲ್ಲಿ 67 ವರ್ಷಗಳ ನಂತರ ಸಮ್ಮೇಳನ ನಡೆಯುತ್ತಿದೆ. ಸರ್ಕಾರವು ಪುರಸ್ಕರಿಸಬೇಕು. ಕನ್ನಡ ಸಾಹಿತ್ಯ ಪರಿಷತ್ತಿನ ಪದಾಧಿಕಾರಿಗಳು ಮನವಿ ಸಲ್ಲಿಸಿದರು. ಸಮ್ಮೇಳನದ ಯಶಸ್ಸಿಗೆ ಎಲ್ಲರೂ ಸಹಕರಿಸಬೇಕು. ಅಖಿಲ ಭಾರತ 88 ನೇ ಕನ್ನಡ ಸಾಹಿತ್ಯ ಸಮ್ಮೇಳನಕ್ಕೆ ಸಿದ್ಧತೆ ನಡೆದಿದೆ.	[33, 2260, 738, 2309]
